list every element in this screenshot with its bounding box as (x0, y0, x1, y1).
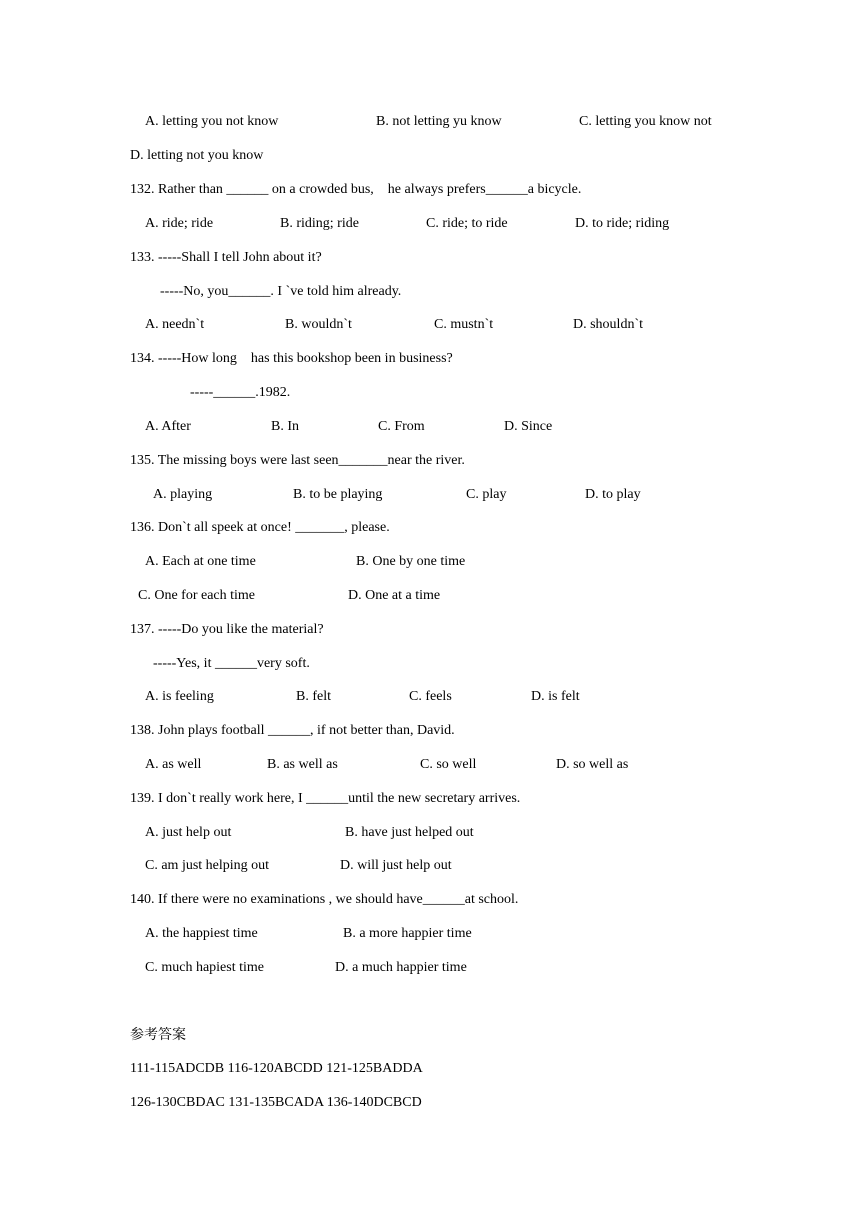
q139-option-d: D. will just help out (340, 858, 452, 873)
q136-option-c: C. One for each time (138, 588, 256, 603)
q133-option-c: C. mustn`t (434, 317, 494, 332)
q140-stem: 140. If there were no examinations , we should have______at school. (130, 892, 519, 907)
q134-stem: 134. -----How long has this bookshop been in business? (130, 351, 453, 366)
q132-option-c: C. ride; to ride (426, 216, 508, 231)
q136-option-d: D. One at a time (348, 588, 441, 603)
q135-option-b: B. to be playing (293, 487, 383, 502)
q132-stem: 132. Rather than ______ on a crowded bus, he always prefers______a bicycle. (130, 182, 582, 197)
q139-option-a: A. just help out (145, 825, 232, 840)
q138-stem: 138. John plays football ______, if not better than, David. (130, 723, 455, 738)
q137-option-c: C. feels (409, 689, 452, 704)
q132-option-a: A. ride; ride (145, 216, 214, 231)
answer-key-line-1: 111-115ADCDB 116-120ABCDD 121-125BADDA (130, 1061, 423, 1076)
q133-option-b: B. wouldn`t (285, 317, 352, 332)
q140-option-a: A. the happiest time (145, 926, 258, 941)
q133-option-d: D. shouldn`t (573, 317, 643, 332)
q134-option-a: A. After (145, 419, 191, 434)
q133-option-a: A. needn`t (145, 317, 205, 332)
q137-option-d: D. is felt (531, 689, 580, 704)
q136-option-b: B. One by one time (356, 554, 466, 569)
q140-option-b: B. a more happier time (343, 926, 472, 941)
q140-option-c: C. much hapiest time (145, 960, 264, 975)
q135-option-a: A. playing (153, 487, 213, 502)
q133-stem: 133. -----Shall I tell John about it? (130, 250, 322, 265)
q138-option-c: C. so well (420, 757, 477, 772)
q132-option-d: D. to ride; riding (575, 216, 670, 231)
q131-option-d: D. letting not you know (130, 148, 264, 163)
q140-option-d: D. a much happier time (335, 960, 467, 975)
q131-option-b: B. not letting yu know (376, 114, 502, 129)
q134-option-d: D. Since (504, 419, 553, 434)
q139-option-c: C. am just helping out (145, 858, 270, 873)
q134-option-c: C. From (378, 419, 425, 434)
q139-option-b: B. have just helped out (345, 825, 474, 840)
q139-stem: 139. I don`t really work here, I ______until the new secretary arrives. (130, 791, 521, 806)
q137-stem: 137. -----Do you like the material? (130, 622, 324, 637)
q135-stem: 135. The missing boys were last seen_______near the river. (130, 453, 465, 468)
q135-option-c: C. play (466, 487, 507, 502)
q137-option-b: B. felt (296, 689, 331, 704)
q137-stem-reply: -----Yes, it ______very soft. (153, 656, 310, 671)
q131-option-c: C. letting you know not (579, 114, 712, 129)
q134-stem-reply: -----______.1982. (190, 385, 291, 400)
answer-key-heading: 参考答案 (130, 1027, 186, 1043)
answer-key-line-2: 126-130CBDAC 131-135BCADA 136-140DCBCD (130, 1095, 422, 1110)
q138-option-d: D. so well as (556, 757, 629, 772)
q133-stem-reply: -----No, you______. I `ve told him already. (160, 284, 402, 299)
q136-option-a: A. Each at one time (145, 554, 256, 569)
q138-option-a: A. as well (145, 757, 202, 772)
q137-option-a: A. is feeling (145, 689, 214, 704)
q135-option-d: D. to play (585, 487, 641, 502)
q136-stem: 136. Don`t all speek at once! _______, please. (130, 520, 390, 535)
q131-option-a: A. letting you not know (145, 114, 279, 129)
q134-option-b: B. In (271, 419, 299, 434)
q138-option-b: B. as well as (267, 757, 338, 772)
q132-option-b: B. riding; ride (280, 216, 359, 231)
